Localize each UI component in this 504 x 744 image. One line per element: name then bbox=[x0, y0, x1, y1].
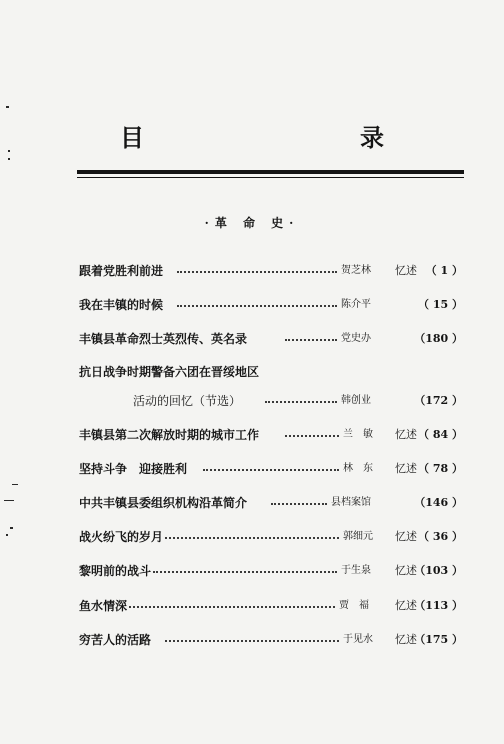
toc-entry[interactable] bbox=[79, 528, 463, 546]
toc-entry-title: 坚持斗争 迎接胜利 bbox=[79, 462, 188, 476]
title-rule-thin bbox=[77, 177, 464, 178]
toc-entry[interactable] bbox=[79, 330, 463, 348]
scan-speck bbox=[6, 106, 9, 108]
toc-entry-title-line1: 抗日战争时期警备六团在晋绥地区 bbox=[79, 365, 260, 379]
toc-entry-page: （ 1 ） bbox=[425, 264, 463, 277]
toc-entry[interactable] bbox=[79, 392, 463, 410]
title-rule-thick bbox=[77, 170, 464, 174]
toc-entry-page: （103 ） bbox=[414, 564, 463, 577]
scan-speck bbox=[6, 534, 8, 536]
toc-entry-page: （ 15 ） bbox=[418, 298, 463, 311]
toc-entry-note: 忆述 bbox=[395, 633, 417, 646]
toc-entry[interactable] bbox=[79, 631, 463, 649]
leader-dots bbox=[153, 571, 337, 573]
leader-dots bbox=[165, 640, 339, 642]
toc-entry-author: 韩创业 bbox=[341, 395, 371, 406]
toc-entry[interactable] bbox=[79, 597, 463, 615]
toc-entry[interactable] bbox=[79, 562, 463, 580]
toc-entry-title: 鱼水情深 bbox=[79, 599, 128, 613]
toc-entry-title: 中共丰镇县委组织机构沿革简介 bbox=[79, 496, 248, 510]
toc-entry-page: （ 84 ） bbox=[418, 428, 463, 441]
page-title: 目 录 bbox=[120, 123, 440, 152]
toc-entry-note: 忆述 bbox=[395, 462, 417, 475]
toc-entry-note: 忆述 bbox=[395, 530, 417, 543]
scan-speck bbox=[10, 527, 13, 529]
toc-entry-author: 郭细元 bbox=[343, 531, 373, 542]
toc-entry-title: 跟着党胜利前进 bbox=[79, 264, 164, 278]
toc-entry[interactable] bbox=[79, 494, 463, 512]
toc-entry-title: 我在丰镇的时候 bbox=[79, 298, 164, 312]
toc-entry-note: 忆述 bbox=[395, 264, 417, 277]
leader-dots bbox=[177, 271, 337, 273]
toc-entry-page: （175 ） bbox=[414, 633, 463, 646]
toc-entry-note: 忆述 bbox=[395, 428, 417, 441]
toc-entry-author: 党史办 bbox=[341, 333, 371, 344]
leader-dots bbox=[129, 606, 335, 608]
toc-entry-page: （146 ） bbox=[414, 496, 463, 509]
toc-entry-author: 陈介平 bbox=[341, 299, 371, 310]
toc-entry-page: （ 36 ） bbox=[418, 530, 463, 543]
toc-entry[interactable] bbox=[79, 296, 463, 314]
toc-entry-page: （180 ） bbox=[414, 332, 463, 345]
toc-entry[interactable] bbox=[79, 460, 463, 478]
toc-entry[interactable] bbox=[79, 262, 463, 280]
toc-entry-title: 穷苦人的活路 bbox=[79, 633, 152, 647]
leader-dots bbox=[271, 503, 327, 505]
toc-entry-title: 战火纷飞的岁月 bbox=[79, 530, 164, 544]
toc-entry-page: （ 78 ） bbox=[418, 462, 463, 475]
toc-entry-note: 忆述 bbox=[395, 599, 417, 612]
leader-dots bbox=[285, 435, 339, 437]
toc-entry-author: 贺芝林 bbox=[341, 265, 371, 276]
scan-speck bbox=[8, 158, 10, 160]
toc-entry-page: （172 ） bbox=[414, 394, 463, 407]
leader-dots bbox=[203, 469, 339, 471]
leader-dots bbox=[265, 401, 337, 403]
toc-entry-page: （113 ） bbox=[414, 599, 463, 612]
toc-entry-author: 县档案馆 bbox=[331, 497, 371, 508]
leader-dots bbox=[285, 339, 337, 341]
scan-speck bbox=[4, 500, 14, 501]
toc-entry-title: 丰镇县革命烈士英烈传、英名录 bbox=[79, 332, 248, 346]
section-heading: ·革 命 史· bbox=[204, 216, 300, 230]
toc-entry-author: 兰 敏 bbox=[343, 429, 373, 440]
toc-entry-author: 贾 福 bbox=[339, 600, 369, 611]
toc-entry-note: 忆述 bbox=[395, 564, 417, 577]
scan-speck bbox=[12, 484, 18, 485]
toc-entry-author: 于生泉 bbox=[341, 565, 371, 576]
leader-dots bbox=[177, 305, 337, 307]
toc-entry-title: 活动的回忆（节选） bbox=[133, 394, 242, 408]
leader-dots bbox=[165, 537, 339, 539]
toc-entry-author: 林 东 bbox=[343, 463, 373, 474]
toc-entry-title: 黎明前的战斗 bbox=[79, 564, 152, 578]
toc-entry-author: 于见水 bbox=[343, 634, 373, 645]
toc-entry[interactable] bbox=[79, 426, 463, 444]
scan-speck bbox=[8, 150, 10, 152]
toc-entry-title: 丰镇县第二次解放时期的城市工作 bbox=[79, 428, 260, 442]
